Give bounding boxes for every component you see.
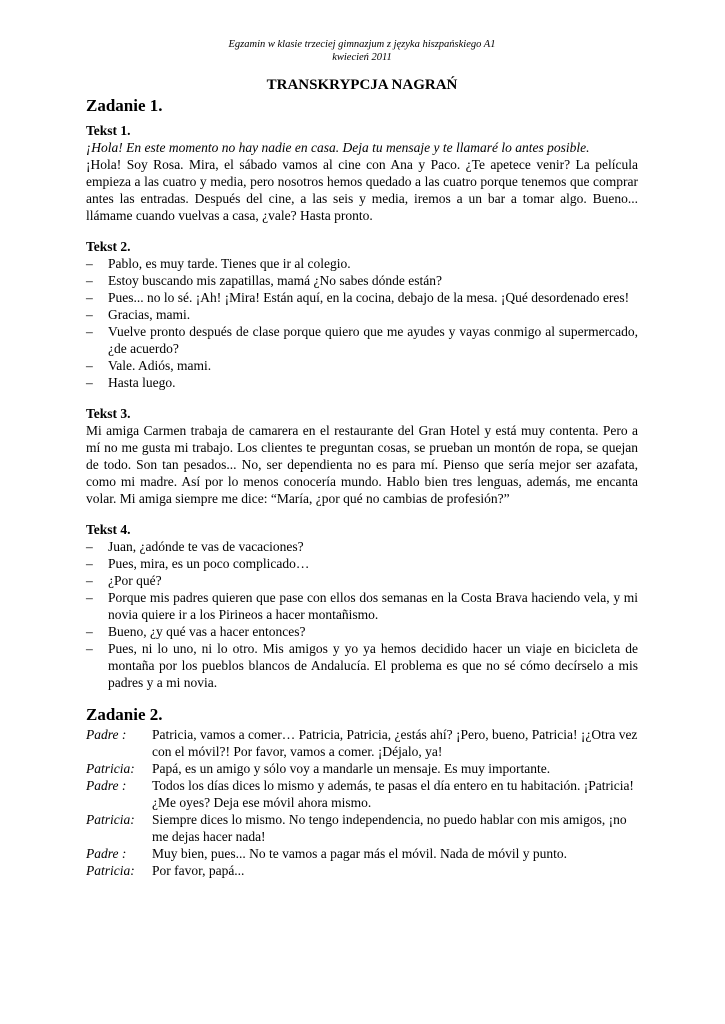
dialogue-line	[86, 374, 638, 391]
speaker-text: Papá, es un amigo y sólo voy a mandarle un mensaje. Es muy importante.	[152, 761, 551, 776]
dialogue-text: Vuelve pronto después de clase porque quiero que me ayudes y vayas conmigo al supermercado, ¿de acuerdo?	[108, 324, 638, 356]
dash-marker: –	[86, 590, 93, 605]
tekst2-heading: Tekst 2.	[86, 239, 131, 254]
exam-header	[86, 38, 638, 64]
tekst3-heading: Tekst 3.	[86, 406, 131, 421]
dialogue-line	[86, 306, 638, 323]
dialogue-line	[86, 538, 638, 555]
speaker-text: Patricia, vamos a comer… Patricia, Patricia, ¿estás ahí? ¡Pero, bueno, Patricia! ¡¿Otra vez con el móvil?! Por favor, vamos a comer. ¡Déjalo, ya!	[152, 727, 638, 759]
tekst1-body: ¡Hola! Soy Rosa. Mira, el sábado vamos al cine con Ana y Paco. ¿Te apetece venir? La película empieza a las cuatro y media, pero nosotros hemos quedado a las cuatro porque tenemos que comprar antes las entradas. Después del cine, a las seis y media, iremos a un bar a tomar algo. Bueno... llámame cuando vuelvas a casa, ¿vale? Hasta pronto.	[86, 157, 638, 223]
speaker-label: Patricia:	[86, 761, 135, 776]
dash-marker: –	[86, 556, 93, 571]
tekst1-italic-line: ¡Hola! En este momento no hay nadie en casa. Deja tu mensaje y te llamaré lo antes posible.	[86, 140, 590, 155]
tekst2-dialogue	[86, 255, 638, 391]
dialogue-text: Vale. Adiós, mami.	[108, 358, 212, 373]
dash-marker: –	[86, 256, 93, 271]
dialogue-text: Juan, ¿adónde te vas de vacaciones?	[108, 539, 304, 554]
dash-marker: –	[86, 573, 93, 588]
dialogue-text: Pues, mira, es un poco complicado…	[108, 556, 310, 571]
dialogue-line	[86, 255, 638, 272]
zadanie1-heading: Zadanie 1.	[86, 96, 163, 115]
dialogue-line	[86, 623, 638, 640]
dash-marker: –	[86, 375, 93, 390]
dialogue-line	[86, 289, 638, 306]
document-title: TRANSKRYPCJA NAGRAŃ	[266, 77, 458, 93]
dash-marker: –	[86, 273, 93, 288]
tekst4-heading: Tekst 4.	[86, 522, 131, 537]
tekst1-heading: Tekst 1.	[86, 123, 131, 138]
dialogue-row	[86, 862, 638, 879]
dialogue-line	[86, 640, 638, 691]
dialogue-text: Gracias, mami.	[108, 307, 191, 322]
dialogue-line	[86, 572, 638, 589]
document-page	[86, 38, 638, 879]
speaker-label: Patricia:	[86, 812, 135, 827]
speaker-label: Patricia:	[86, 863, 135, 878]
dash-marker: –	[86, 324, 93, 339]
zadanie2-dialogue	[86, 726, 638, 879]
speaker-label: Padre :	[86, 727, 127, 742]
speaker-text: Todos los días dices lo mismo y además, te pasas el día entero en tu habitación. ¡Patricia! ¿Me oyes? Deja ese móvil ahora mismo.	[152, 778, 634, 810]
dialogue-text: Pues, ni lo uno, ni lo otro. Mis amigos y yo ya hemos decidido hacer un viaje en bicicleta de montaña por los pueblos blancos de Andalucía. El problema es que no sé cómo decírselo a mis padres y a mi novia.	[108, 641, 638, 690]
tekst3-body: Mi amiga Carmen trabaja de camarera en el restaurante del Gran Hotel y está muy contenta. Pero a mí no me gusta mi trabajo. Los clientes te preguntan cosas, se prueban un montón de ropa, se quejan de todo. Son tan pesados... No, ser dependienta no es para mí. Pienso que sería mejor ser azafata, como mi madre. Así por lo menos conocería mundo. Hablo bien tres lenguas, además, me encanta volar. Mi amiga siempre me dice: “María, ¿por qué no cambias de profesión?”	[86, 423, 638, 506]
dialogue-text: ¿Por qué?	[108, 573, 162, 588]
speaker-label: Padre :	[86, 846, 127, 861]
dialogue-text: Bueno, ¿y qué vas a hacer entonces?	[108, 624, 306, 639]
dash-marker: –	[86, 641, 93, 656]
dialogue-row	[86, 760, 638, 777]
dialogue-row	[86, 726, 638, 760]
dialogue-row	[86, 845, 638, 862]
dialogue-row	[86, 811, 638, 845]
speaker-text: Muy bien, pues... No te vamos a pagar más el móvil. Nada de móvil y punto.	[152, 846, 568, 861]
dialogue-text: Estoy buscando mis zapatillas, mamá ¿No sabes dónde están?	[108, 273, 443, 288]
dialogue-text: Hasta luego.	[108, 375, 176, 390]
dialogue-line	[86, 589, 638, 623]
dash-marker: –	[86, 358, 93, 373]
dialogue-text: Pues... no lo sé. ¡Ah! ¡Mira! Están aquí, en la cocina, debajo de la mesa. ¡Qué desordenado eres!	[108, 290, 630, 305]
dash-marker: –	[86, 290, 93, 305]
dialogue-line	[86, 272, 638, 289]
exam-header-line1: Egzamin w klasie trzeciej gimnazjum z języka hiszpańskiego A1	[228, 39, 496, 50]
dash-marker: –	[86, 307, 93, 322]
speaker-text: Siempre dices lo mismo. No tengo independencia, no puedo hablar con mis amigos, ¡no me dejas hacer nada!	[152, 812, 627, 844]
dash-marker: –	[86, 539, 93, 554]
dialogue-line	[86, 323, 638, 357]
dialogue-row	[86, 777, 638, 811]
dialogue-line	[86, 357, 638, 374]
tekst4-dialogue	[86, 538, 638, 691]
dialogue-line	[86, 555, 638, 572]
zadanie2-heading: Zadanie 2.	[86, 705, 163, 724]
dialogue-text: Porque mis padres quieren que pase con ellos dos semanas en la Costa Brava haciendo vela, y mi novia quiere ir a los Pirineos a hacer montañismo.	[108, 590, 638, 622]
dialogue-text: Pablo, es muy tarde. Tienes que ir al colegio.	[108, 256, 351, 271]
speaker-label: Padre :	[86, 778, 127, 793]
exam-header-line2: kwiecień 2011	[332, 52, 392, 63]
dash-marker: –	[86, 624, 93, 639]
speaker-text: Por favor, papá...	[152, 863, 245, 878]
